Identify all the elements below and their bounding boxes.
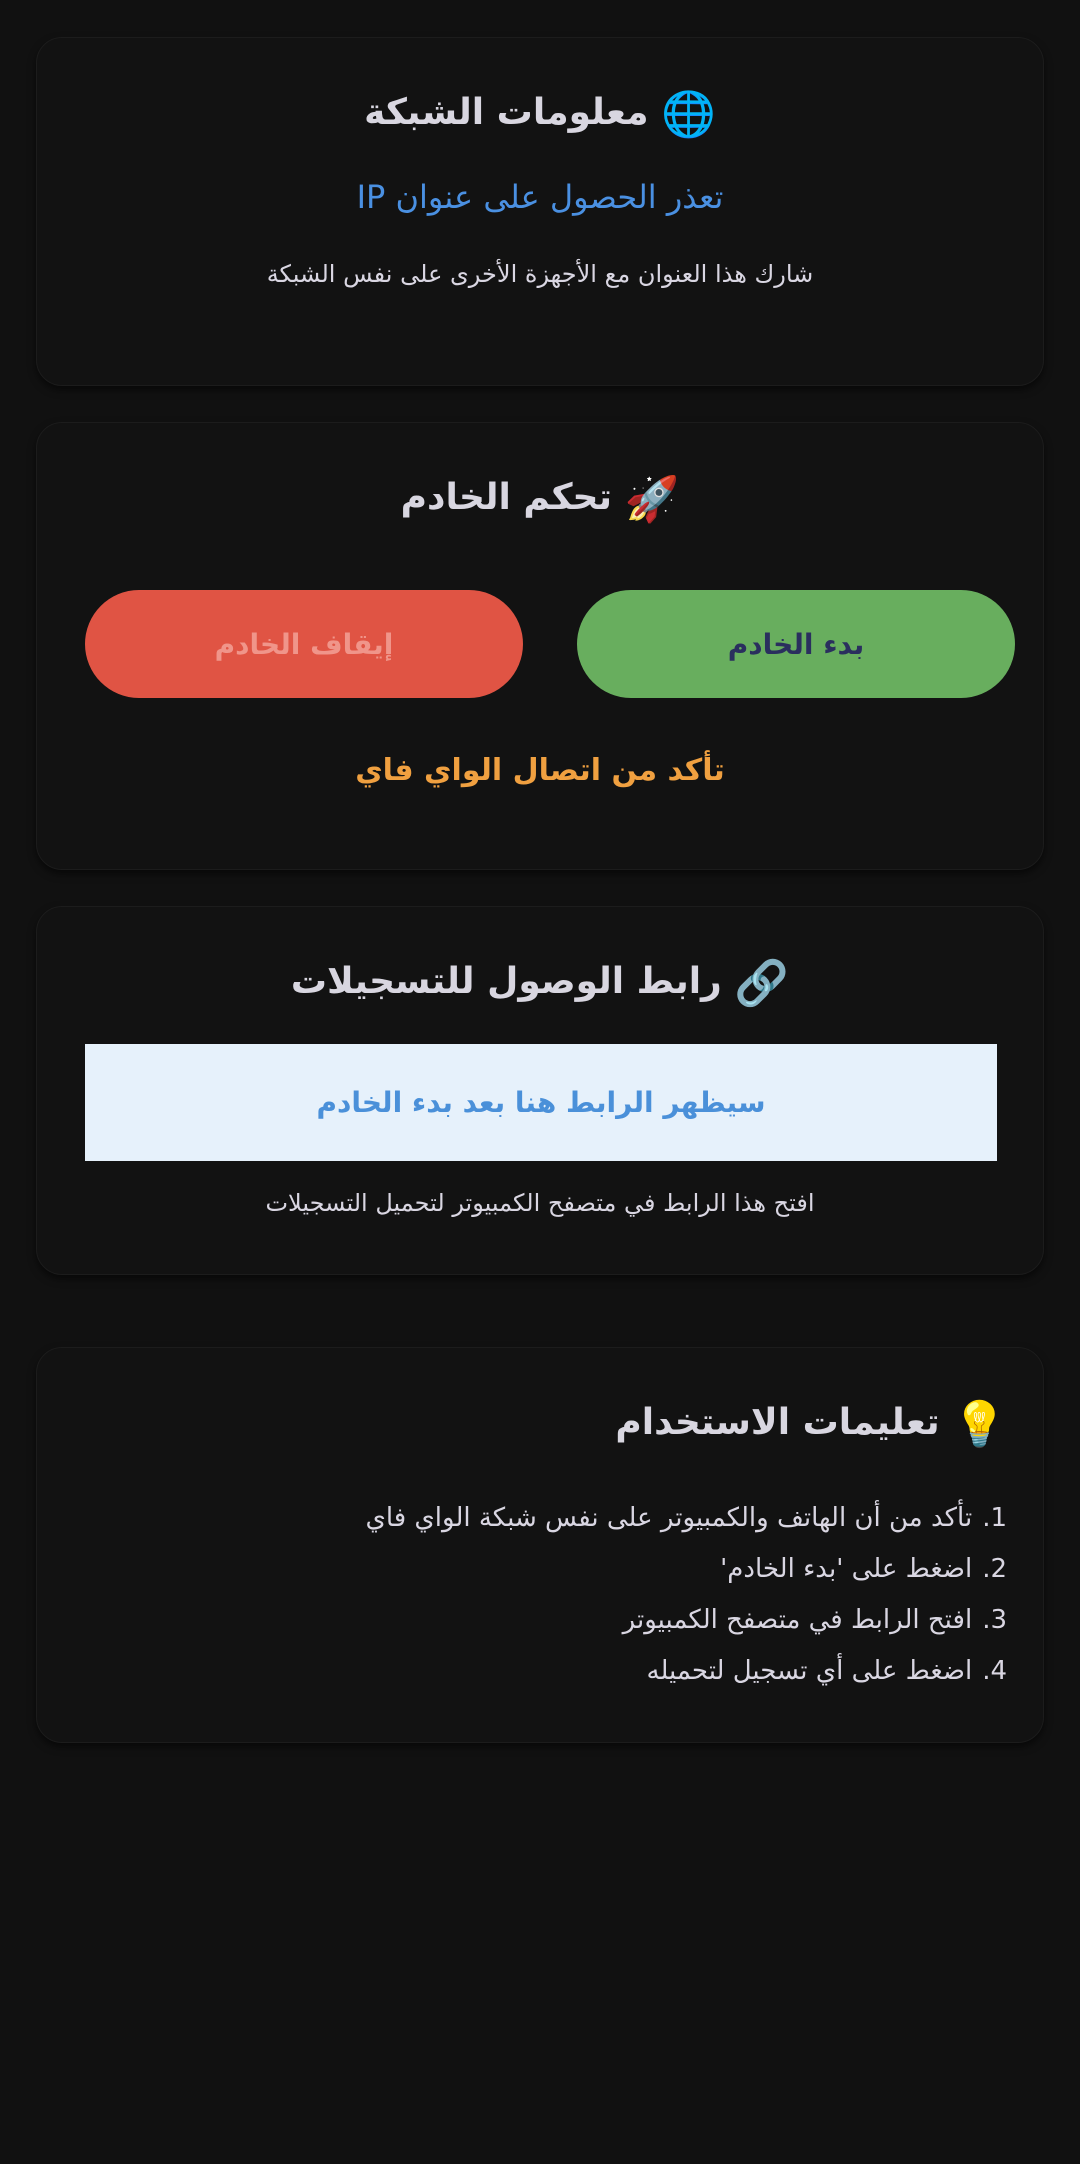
access-link-title xyxy=(37,957,1043,1009)
step-number: 3. xyxy=(982,1605,1007,1635)
server-control-card xyxy=(36,422,1044,870)
link-icon: 🔗 xyxy=(734,958,790,1009)
network-info-card xyxy=(36,37,1044,386)
instruction-step xyxy=(73,1646,1007,1697)
access-link-hint: افتح هذا الرابط في متصفح الكمبيوتر لتحميل التسجيلات xyxy=(265,1189,815,1217)
step-text: اضغط على 'بدء الخادم' xyxy=(720,1554,973,1584)
server-control-title xyxy=(37,473,1043,525)
instructions-card xyxy=(36,1347,1044,1743)
start-server-button[interactable]: بدء الخادم xyxy=(577,590,1015,698)
step-number: 2. xyxy=(982,1554,1007,1584)
ip-status: تعذر الحصول على عنوان IP xyxy=(356,178,724,216)
network-info-title xyxy=(37,88,1043,140)
instructions-list xyxy=(73,1493,1007,1697)
wifi-warning: تأكد من اتصال الواي فاي xyxy=(355,753,725,788)
instruction-step xyxy=(73,1595,1007,1646)
access-link-card xyxy=(36,906,1044,1275)
stop-server-button[interactable]: إيقاف الخادم xyxy=(85,590,523,698)
step-number: 1. xyxy=(982,1503,1007,1533)
step-number: 4. xyxy=(982,1656,1007,1686)
globe-icon: 🌐 xyxy=(661,89,716,140)
ip-hint: شارك هذا العنوان مع الأجهزة الأخرى على نفس الشبكة xyxy=(266,260,814,288)
step-text: اضغط على أي تسجيل لتحميله xyxy=(646,1656,973,1686)
access-link-title-text: رابط الوصول للتسجيلات xyxy=(290,961,722,1002)
instruction-step xyxy=(73,1493,1007,1544)
step-text: تأكد من أن الهاتف والكمبيوتر على نفس شبكة الواي فاي xyxy=(365,1503,973,1533)
server-control-title-text: تحكم الخادم xyxy=(400,477,612,518)
instruction-step xyxy=(73,1544,1007,1595)
lightbulb-icon: 💡 xyxy=(952,1399,1007,1450)
instructions-title-text: تعليمات الاستخدام xyxy=(615,1402,940,1443)
network-info-title-text: معلومات الشبكة xyxy=(364,92,649,133)
access-link-box[interactable]: سيظهر الرابط هنا بعد بدء الخادم xyxy=(85,1044,997,1161)
instructions-title xyxy=(615,1398,1007,1450)
rocket-icon: 🚀 xyxy=(624,474,680,525)
step-text: افتح الرابط في متصفح الكمبيوتر xyxy=(622,1605,973,1635)
